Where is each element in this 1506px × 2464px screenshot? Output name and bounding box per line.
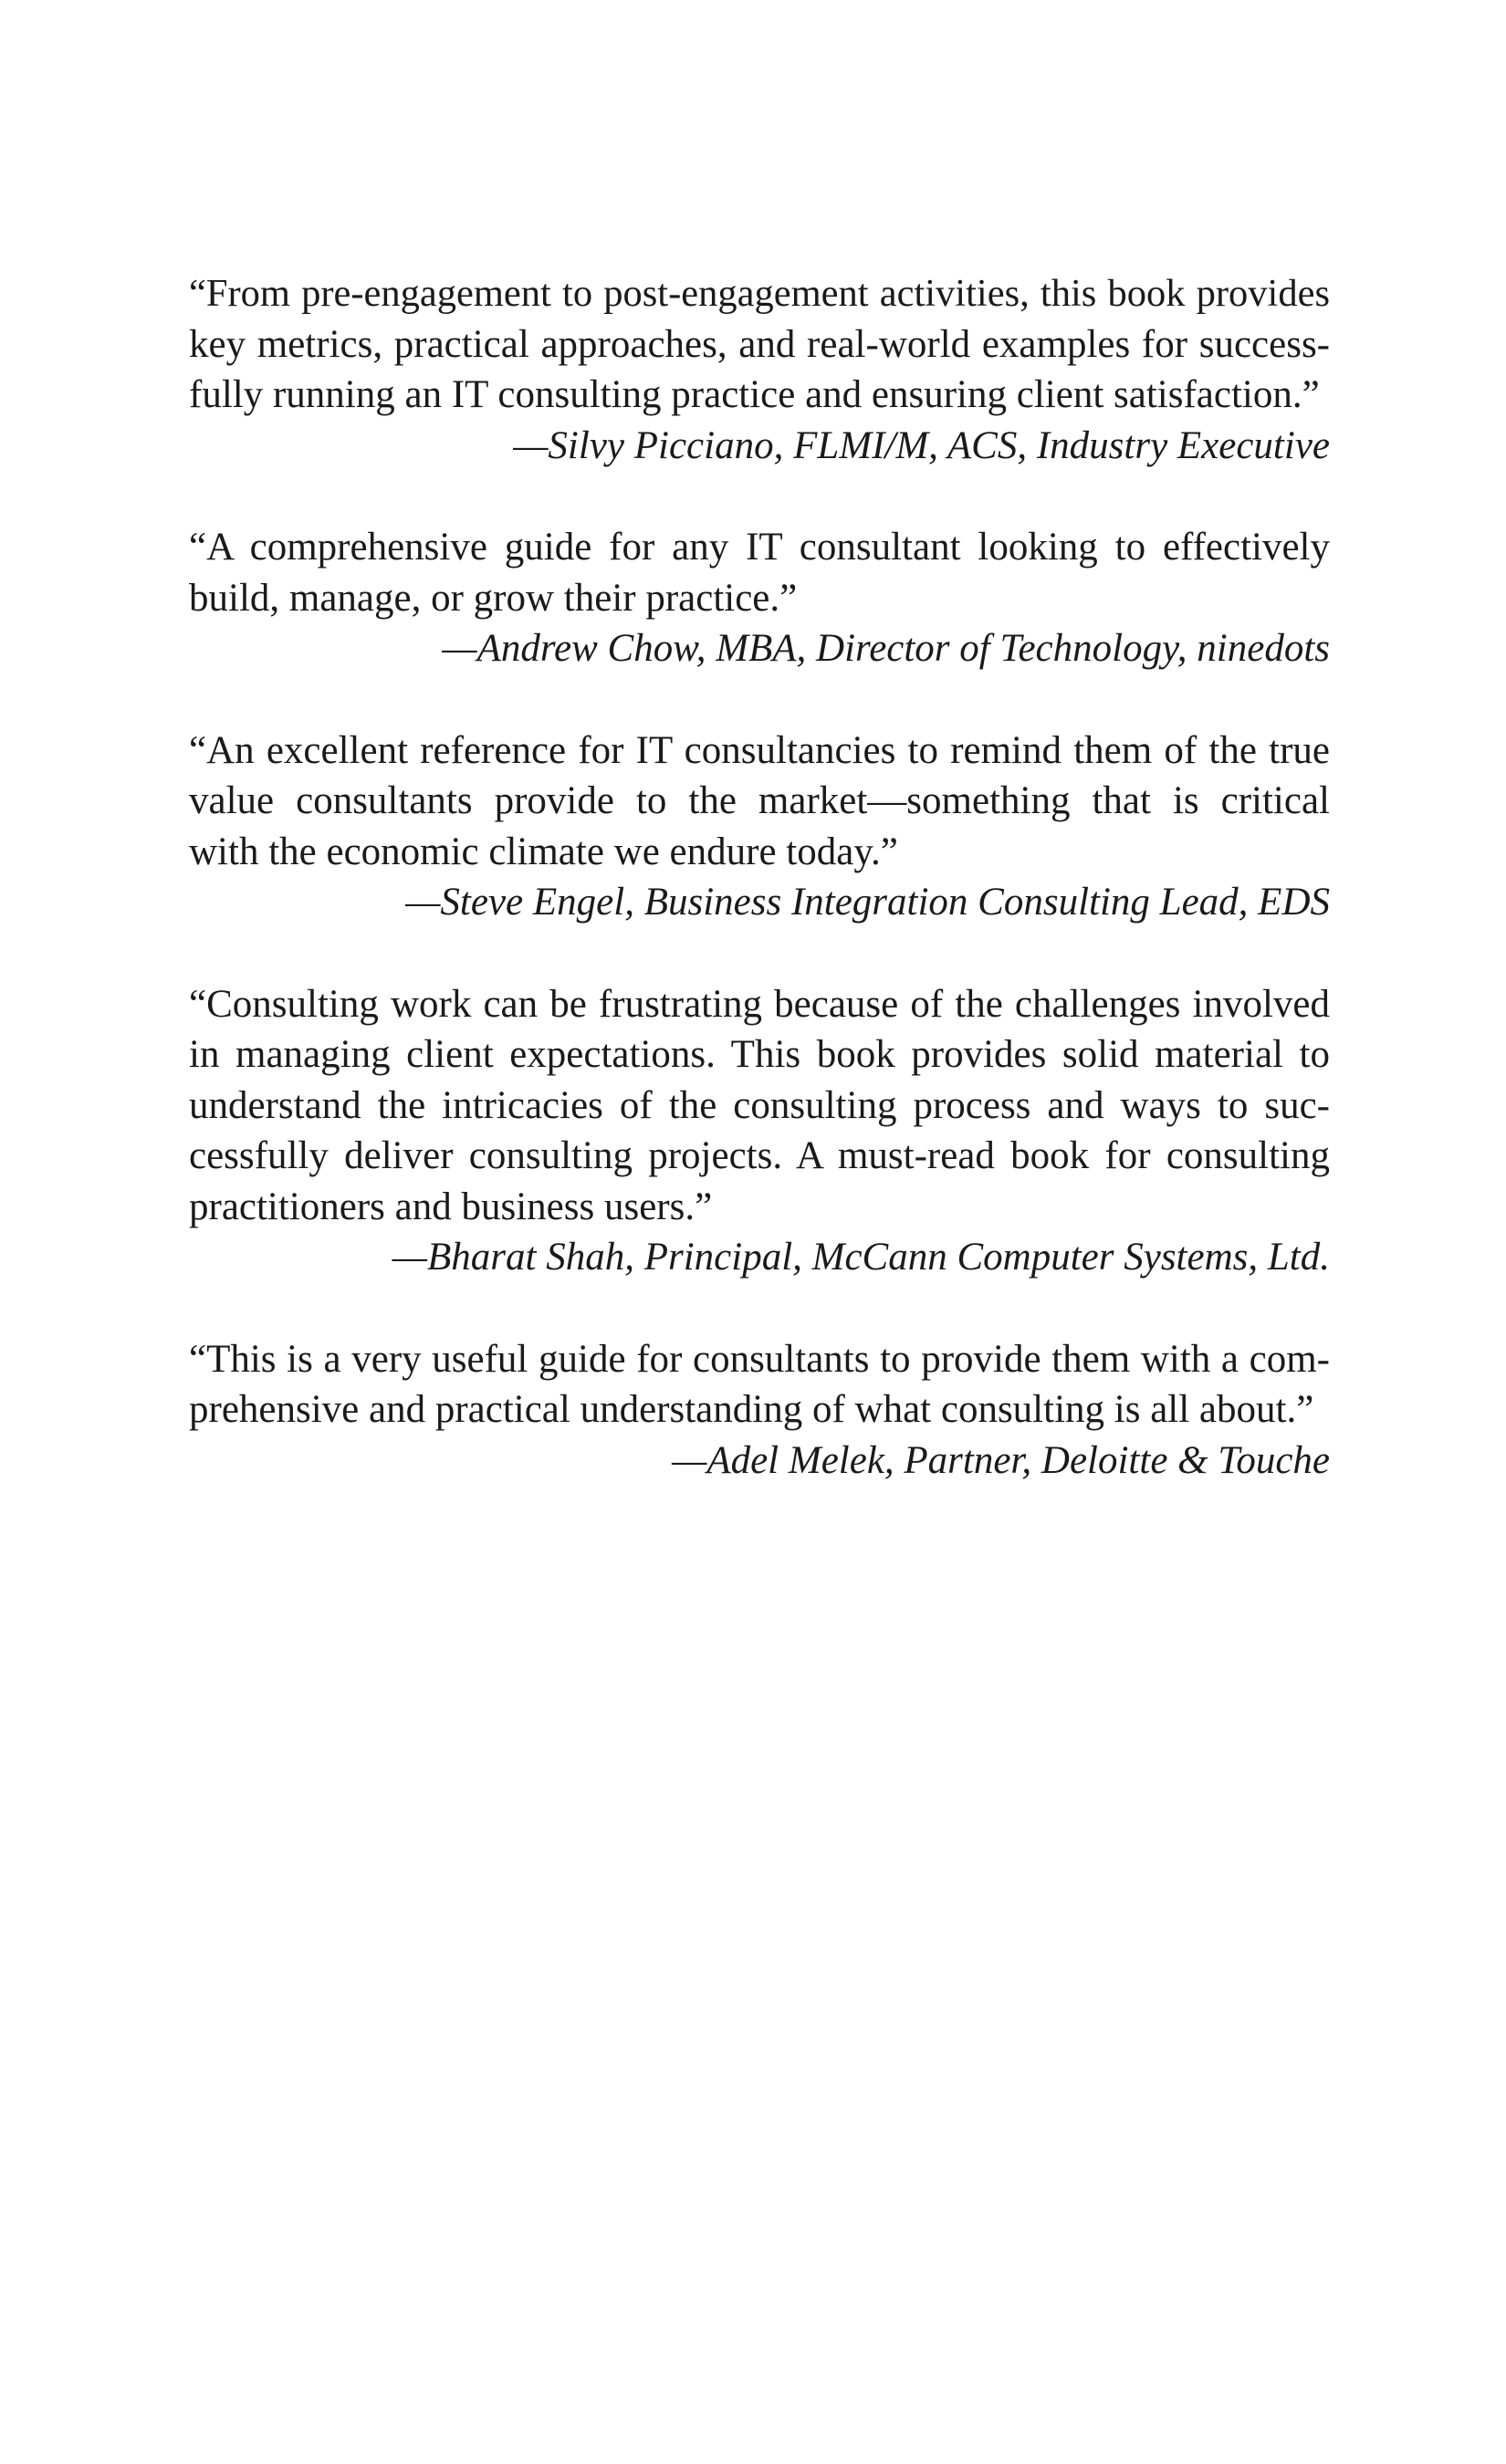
quote-line: prehensive and practical understanding of what consulting is all about.”: [189, 1388, 1314, 1431]
endorsement-attribution: —Silvy Picciano, FLMI/M, ACS, Industry Executive: [513, 423, 1330, 467]
endorsement-attribution: —Adel Melek, Partner, Deloitte & Touche: [672, 1438, 1330, 1482]
quote-line: “A comprehensive guide for any IT consultant looking to effectively: [189, 526, 1330, 569]
quote-line: with the economic climate we endure today.”: [189, 830, 898, 873]
endorsement: [189, 1334, 1330, 1487]
quote-line: key metrics, practical approaches, and real-world examples for success-: [189, 322, 1330, 366]
quote-line: practitioners and business users.”: [189, 1185, 713, 1228]
endorsement-attribution: —Steve Engel, Business Integration Consulting Lead, EDS: [405, 881, 1330, 924]
endorsement-quote: [189, 1334, 1330, 1436]
quote-line: build, manage, or grow their practice.”: [189, 576, 798, 620]
endorsement-quote: [189, 979, 1330, 1233]
endorsement-attribution: —Bharat Shah, Principal, McCann Computer Systems, Ltd.: [392, 1236, 1330, 1279]
quote-line: in managing client expectations. This book provides solid material to: [189, 1033, 1330, 1076]
endorsement: [189, 268, 1330, 471]
quote-line: “Consulting work can be frustrating because of the challenges involved: [189, 982, 1330, 1026]
quote-line: “This is a very useful guide for consultants to provide them with a com-: [189, 1337, 1330, 1381]
endorsement: [189, 522, 1330, 674]
endorsement-quote: [189, 726, 1330, 878]
quote-line: value consultants provide to the market—something that is critical: [189, 779, 1330, 822]
endorsement-quote: [189, 268, 1330, 421]
quote-line: cessfully deliver consulting projects. A must-read book for consulting: [189, 1134, 1330, 1177]
endorsements-list: [189, 268, 1330, 1537]
endorsement-attribution: —Andrew Chow, MBA, Director of Technology, ninedots: [442, 627, 1330, 670]
endorsement-quote: [189, 522, 1330, 623]
quote-line: “From pre-engagement to post-engagement activities, this book provides: [189, 272, 1330, 315]
quote-line: fully running an IT consulting practice and ensuring client satisfaction.”: [189, 373, 1320, 416]
endorsement: [189, 979, 1330, 1283]
quote-line: understand the intricacies of the consulting process and ways to suc-: [189, 1083, 1330, 1127]
endorsement: [189, 726, 1330, 928]
quote-line: “An excellent reference for IT consultancies to remind them of the true: [189, 728, 1330, 772]
